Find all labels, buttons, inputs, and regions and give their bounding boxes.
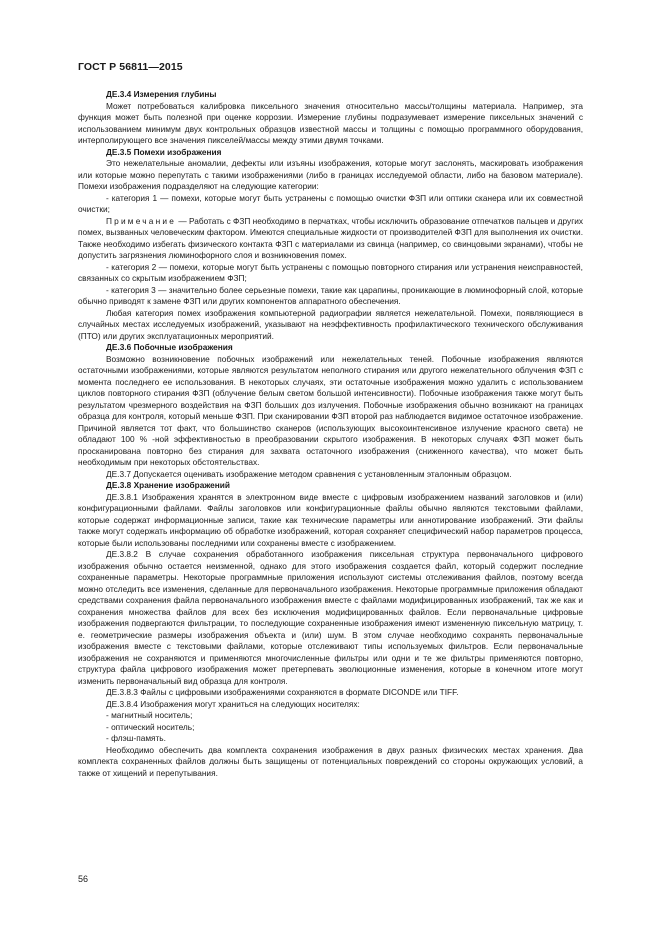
page-number: 56 <box>78 874 89 884</box>
body-paragraph: ДЕ.3.8.4 Изображения могут храниться на следующих носителях: <box>106 698 360 709</box>
body-paragraph: Может потребоваться калибровка пиксельного значения относительно массы/толщины материала. Например, эта функция может быть полезной при оценке коррозии. Измерение глубины подразумевает измерение пиксельных значений с использованием минимум двух контрольных образцов известной массы и толщины с помощью программного оборудования, интерполирующего все значения пикселей/массы между этими двумя точками. <box>78 100 583 145</box>
body-paragraph: Необходимо обеспечить два комплекта сохранения изображения в двух разных физических местах хранения. Два комплекта сохраненных файлов должны быть защищены от потенциальных повреждений со стороны окружающих условий, а также от хищений и перепутывания. <box>78 744 583 778</box>
note-label: Примечание <box>106 215 177 226</box>
body-paragraph: ДЕ.3.8.3 Файлы с цифровыми изображениями сохраняются в формате DICONDE или TIFF. <box>106 687 459 697</box>
page-body <box>78 89 583 779</box>
list-item: - категория 1 — помехи, которые могут быть устранены с помощью очистки ФЗП или оптики сканера или их совместной очистки; <box>78 192 583 214</box>
list-item: - категория 2 — помехи, которые могут быть устранены с помощью повторного стирания или устранения неисправностей, связанных со скрытым изображением ФЗП; <box>78 261 583 283</box>
list-item: - магнитный носитель; <box>106 710 193 720</box>
page-header-standard-number: ГОСТ Р 56811—2015 <box>78 61 183 73</box>
section-heading: ДЕ.3.5 Помехи изображения <box>106 146 222 157</box>
list-item: - оптический носитель; <box>106 721 195 732</box>
body-paragraph: ДЕ.3.8.1 Изображения хранятся в электронном виде вместе с цифровым изображением названий заголовков и (или) конфигурационными файлами. Файлы заголовков или конфигурационные файлы обычно являются текстовыми файлами, которые содержат информационные записи, такие как технические параметры или аннотирование изображений. Эти файлы также могут содержать информацию об обработке изображений, которая сохраняет специфический набор параметров процесса, которые были использованы последними или сохранены вместе с изображением. <box>78 491 583 548</box>
list-item: - категория 3 — значительно более серьезные помехи, такие как царапины, проникающие в люминофорный слой, которые обычно приводят к замене ФЗП или других компонентов аппаратного обеспечения. <box>78 284 583 306</box>
section-heading: ДЕ.3.4 Измерения глубины <box>106 89 217 99</box>
section-heading: ДЕ.3.8 Хранение изображений <box>106 480 230 490</box>
body-paragraph: Любая категория помех изображения компьютерной радиографии является нежелательной. Помехи, появляющиеся в случайных местах исследуемых изображений, указывают на неэффективность профилактического технического обслуживания (ПТО) или других эксплуатационных мероприятий. <box>78 307 583 341</box>
body-paragraph: Это нежелательные аномалии, дефекты или изъяны изображения, которые могут заслонять, маскировать изображения или которые можно перепутать с такими изображениями (либо в границах исследуемой области, либо на базовом материале). Помехи изображения подразделяют на следующие категории: <box>78 158 583 191</box>
body-paragraph: ДЕ.3.7 Допускается оценивать изображение методом сравнения с установленным эталонным образцом. <box>106 468 512 479</box>
section-heading: ДЕ.3.6 Побочные изображения <box>106 342 233 352</box>
body-paragraph: ДЕ.3.8.2 В случае сохранения обработанного изображения пиксельная структура первоначального цифрового изображения обычно остается неизменной, однако для этого изображения создается файл, который содержит последние сохраненные параметры. Некоторые программные приложения используют системы отслеживания файлов, поэтому всегда можно отследить все изменения, сделанные для первоначального изображения. Некоторые программные приложения обладают средствами сохранения файла первоначального изображения вместе с файлами модифицированных изображений, так же как и сохранения множества файлов для всех без исключения модифицированных файлов. Если первоначальные цифровые изображения подвергаются фильтрации, то последующие сохраненные изображения имеют измененную пиксельную матрицу, т. е. геометрические размеры изображения объекта и (или) шум. В этом случае необходимо сохранять первоначальные изображения вместе с текстовыми файлами, которые отслеживают типы используемых фильтров. Если первоначальные изображения не сохраняются и применяются многочисленные фильтры или одни и те же фильтры применяются повторно, структура файла цифрового изображения может претерпевать эволюционные изменения, которые в конечном итоге могут изменить первоначальный вид образца для контроля. <box>78 549 583 686</box>
note-paragraph <box>78 216 583 262</box>
note-text: — Работать с ФЗП необходимо в перчатках, чтобы исключить образование отпечатков пальцев и других помех, вызванных человеческим фактором. Имеются специальные жидкости от производителей ФЗП для выполнения их очистки. Также необходимо избегать физического контакта ФЗП с материалами из свинца (например, со свинцовыми экранами), чтобы не допустить загрязнения люминофорного слоя и возникновения помех. <box>78 215 583 260</box>
list-item: - флэш-память. <box>106 733 166 743</box>
body-paragraph: Возможно возникновение побочных изображений или нежелательных теней. Побочные изображения являются остаточными изображениями, которые являются результатом неполного стирания или другого нежелательного облучения ФЗП с момента последнего ее использования. В некоторых случаях, эти остаточные изображения можно удалить с использованием циклов повторного стирания ФЗП (облучение белым светом большой интенсивности). Побочные изображения также могут быть результатом чрезмерного воздействия на ФЗП больших доз излучения. Побочные изображения обычно возникают на границах образца для контроля, который меньше ФЗП. При сканировании ФЗП второй раз наблюдается видимое остаточное изображение. Причиной является тот факт, что большинство сканеров (использующих высокоинтенсивное излучение красного света) не обладают 100 % -ной эффективностью в преобразовании скрытого изображения. В некоторых случаях ФЗП может быть просканирована повторно без стирания для захвата остаточного изображения (сниженного качества), что может быть необходимым при некоторых обстоятельствах. <box>78 353 583 467</box>
